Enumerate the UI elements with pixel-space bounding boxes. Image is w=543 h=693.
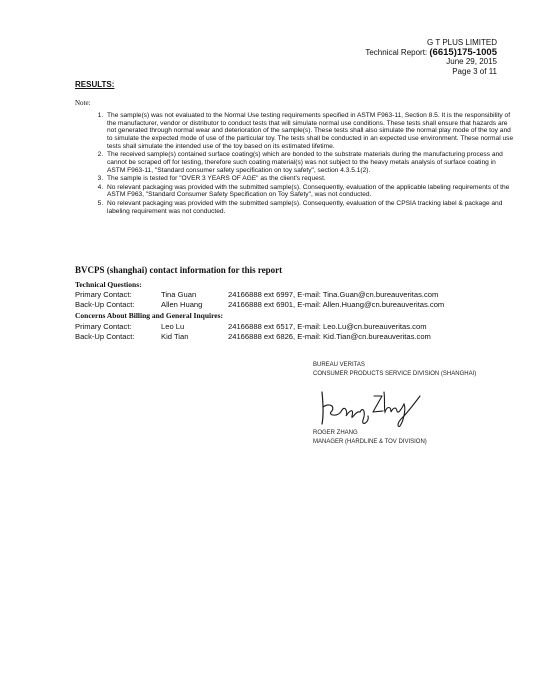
results-heading: RESULTS: xyxy=(75,80,115,89)
division-name: CONSUMER PRODUCTS SERVICE DIVISION (SHANGHAI) xyxy=(313,370,477,377)
report-date: June 29, 2015 xyxy=(446,57,497,66)
handwritten-signature xyxy=(316,382,426,428)
contact-name: Leo Lu xyxy=(161,322,185,331)
report-label: Technical Report: xyxy=(365,47,428,57)
contact-section-title: BVCPS (shanghai) contact information for this report xyxy=(75,265,283,275)
report-number: (6615)175-1005 xyxy=(429,46,497,58)
note-item: 3. The sample is tested for "OVER 3 YEARS OF AGE" as the client's request. xyxy=(105,175,515,183)
company-name: G T PLUS LIMITED xyxy=(427,38,497,47)
note-label: Note: xyxy=(75,99,91,107)
report-header xyxy=(365,38,497,76)
organization-name: BUREAU VERITAS xyxy=(313,362,365,368)
note-item: 1. The sample(s) was not evaluated to the Normal Use testing requirements specified in ASTM F963-11, Section 8.5. It is the responsibility of the manufacturer, vendor or distributor to conduct tests that will simulate normal use conditions. These tests shall ensure that hazards are not generated through normal wear and deterioration of the sample(s). These tests shall also simulate the normal play mode of the toy and to simulate the expected mode of use of the particular toy. The tests shall be conducted in an expected use environment. These normal use tests shall simulate the intended use of the toy based on its estimated lifetime. xyxy=(105,112,515,151)
contact-name: Allen Huang xyxy=(161,300,203,309)
report-number-line xyxy=(365,48,497,58)
contact-info: 24166888 ext 6517, E-mail: Leo.Lu@cn.bureauveritas.com xyxy=(228,322,427,331)
notes-list xyxy=(90,112,515,216)
contact-role: Back-Up Contact: xyxy=(75,332,135,341)
signatory-name: ROGER ZHANG xyxy=(313,430,358,436)
note-item: 5. No relevant packaging was provided with the submitted sample(s). Consequently, evaluation of the CPSIA tracking label & package and labeling requirement was not conducted. xyxy=(105,200,515,215)
note-item: 2. The received sample(s) contained surface coating(s) which are bonded to the substrate materials during the manufacturing process and cannot be scraped off for testing, therefore such coating material(s) was not subject to the heavy metals analysis of surface coating in ASTM F963-11, "Standard consumer safety specification on toy safety", section 4.3.5.1(2). xyxy=(105,151,515,174)
contact-info: 24166888 ext 6826, E-mail: Kid.Tian@cn.bureauveritas.com xyxy=(228,332,431,341)
technical-questions-heading: Technical Questions: xyxy=(75,280,142,289)
page-number: Page 3 of 11 xyxy=(452,66,497,76)
signatory-organization xyxy=(313,361,476,379)
contact-info: 24166888 ext 6901, E-mail: Allen.Huang@cn.bureauveritas.com xyxy=(228,300,445,309)
contact-name: Kid Tian xyxy=(161,332,189,341)
signatory-title: MANAGER (HARDLINE & TOV DIVISION) xyxy=(313,438,427,445)
note-item: 4. No relevant packaging was provided with the submitted sample(s). Consequently, evaluation of the applicable labeling requirements of the ASTM F963, "Standard Consumer Safety Specification on Toy Safety", was not conducted. xyxy=(105,184,515,199)
contact-role: Primary Contact: xyxy=(75,290,132,299)
contact-role: Back-Up Contact: xyxy=(75,300,135,309)
contact-info: 24166888 ext 6997, E-mail: Tina.Guan@cn.bureauveritas.com xyxy=(228,290,439,299)
contact-role: Primary Contact: xyxy=(75,322,132,331)
signatory-details xyxy=(313,429,427,447)
contact-name: Tina Guan xyxy=(161,290,197,299)
billing-inquiries-heading: Concerns About Billing and General Inquires: xyxy=(75,311,224,320)
